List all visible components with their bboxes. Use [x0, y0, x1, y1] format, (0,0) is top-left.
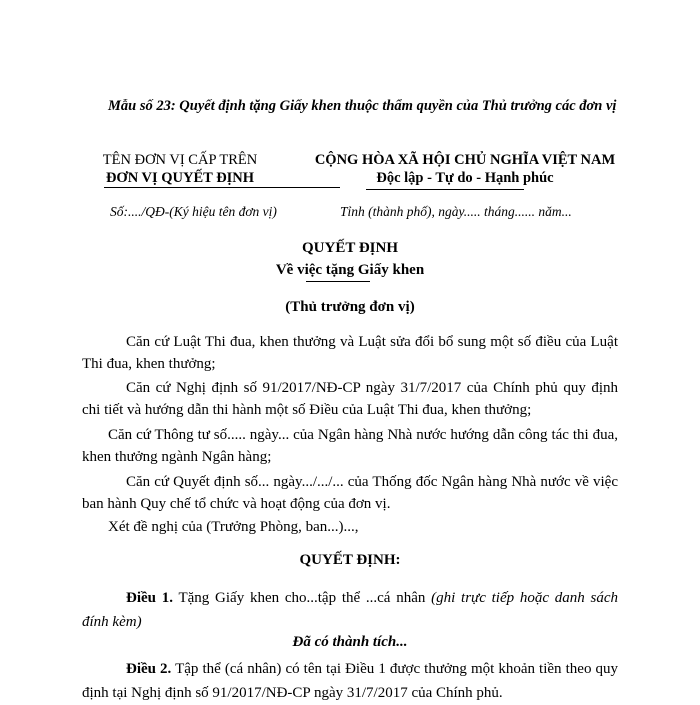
article-2-text: Tập thể (cá nhân) có tên tại Điều 1 được thưởng một khoản tiền theo quy định tại Nghị định số 91/2017/NĐ-CP ngày 31/7/2017 của Chính phủ. — [82, 661, 618, 701]
reference-number: Số:..../QĐ-(Ký hiệu tên đơn vị) — [110, 204, 277, 219]
motto-underline — [366, 189, 524, 190]
parent-organization-name: TÊN ĐƠN VỊ CẤP TRÊN — [102, 152, 258, 168]
article-1-text: Tặng Giấy khen cho...tập thể ...cá nhân — [173, 590, 432, 606]
legal-basis-1: Căn cứ Luật Thi đua, khen thưởng và Luật sửa đổi bổ sung một số điều của Luật Thi đua, khen thưởng; — [82, 334, 618, 372]
article-2-label: Điều 2. — [126, 661, 172, 677]
decision-title: QUYẾT ĐỊNH — [302, 240, 398, 256]
achievement-line: Đã có thành tích... — [292, 634, 408, 650]
legal-basis-4: Căn cứ Quyết định số... ngày.../.../... của Thống đốc Ngân hàng Nhà nước về việc ban hành Quy chế tổ chức và hoạt động của đơn vị. — [82, 474, 618, 512]
national-motto: Độc lập - Tự do - Hạnh phúc — [376, 170, 554, 186]
legal-basis-2: Căn cứ Nghị định số 91/2017/NĐ-CP ngày 31/7/2017 của Chính phủ quy định chi tiết và hướng dẫn thi hành một số Điều của Luật Thi đua, khen thưởng; — [82, 380, 618, 418]
article-1 — [82, 586, 618, 634]
article-1-label: Điều 1. — [126, 590, 173, 606]
issuer-title: (Thủ trưởng đơn vị) — [285, 299, 415, 315]
decides-heading: QUYẾT ĐỊNH: — [299, 552, 401, 568]
place-date: Tỉnh (thành phố), ngày..... tháng...... năm... — [340, 204, 572, 219]
proposal-line: Xét đề nghị của (Trưởng Phòng, ban...)..., — [108, 519, 359, 535]
header-underline-left — [104, 187, 340, 188]
national-title: CỘNG HÒA XÃ HỘI CHỦ NGHĨA VIỆT NAM — [314, 152, 616, 168]
decision-subject: Về việc tặng Giấy khen — [275, 262, 425, 278]
article-1-note: (ghi trực tiếp hoặc danh sách đính kèm) — [82, 590, 619, 630]
deciding-unit-name: ĐƠN VỊ QUYẾT ĐỊNH — [105, 170, 255, 186]
legal-basis-3: Căn cứ Thông tư số..... ngày... của Ngân hàng Nhà nước hướng dẫn công tác thi đua, khen thưởng ngành Ngân hàng; — [82, 427, 618, 465]
form-note: Mẫu số 23: Quyết định tặng Giấy khen thuộc thẩm quyền của Thủ trưởng các đơn vị — [108, 98, 617, 114]
article-2 — [82, 657, 618, 705]
subject-underline — [306, 281, 370, 282]
